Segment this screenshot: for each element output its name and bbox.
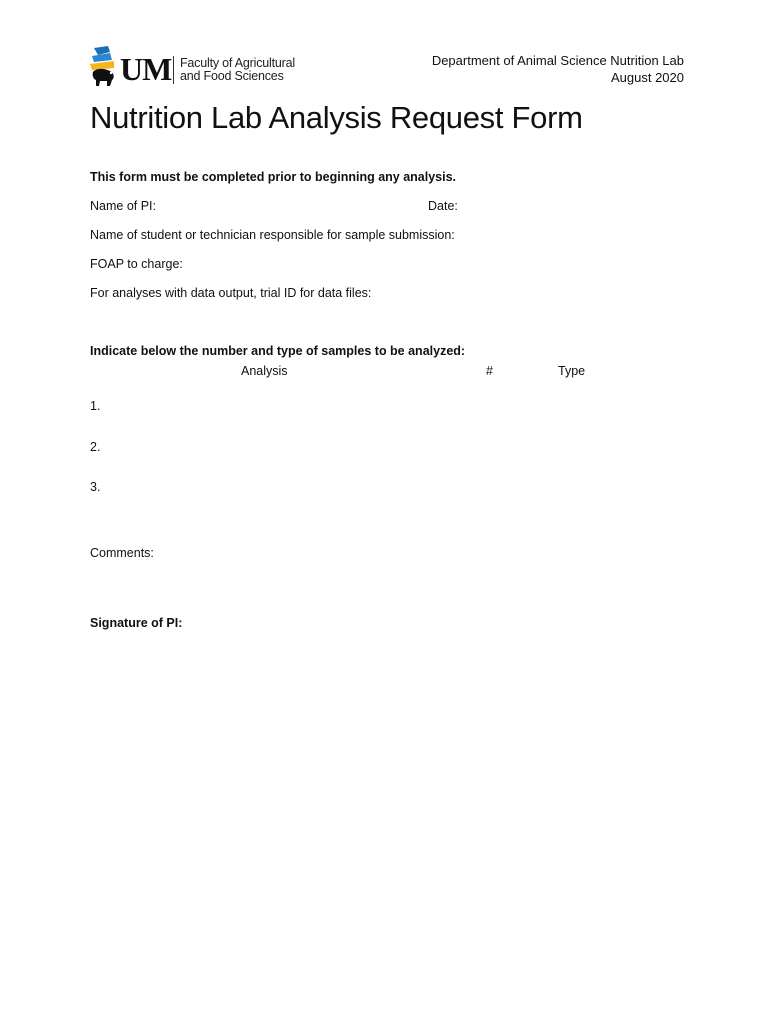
sample-row-number: 3. [90,480,101,494]
foap-label: FOAP to charge: [90,257,183,271]
logo-um-text: UM [120,51,172,87]
page-title: Nutrition Lab Analysis Request Form [90,100,583,135]
student-label: Name of student or technician responsible for sample submission: [90,228,455,242]
header-date: August 2020 [610,70,684,85]
um-logo [90,46,310,92]
column-type: Type [558,364,586,378]
column-analysis: Analysis [241,364,288,378]
department-name: Department of Animal Science Nutrition Lab [431,53,684,68]
sample-row-number: 1. [90,399,101,413]
logo-faculty-text: Faculty of Agricultural and Food Sciences [180,56,295,83]
bison-shield-icon [90,46,116,90]
trial-id-label: For analyses with data output, trial ID for data files: [90,286,372,300]
logo-divider [173,56,174,84]
date-label: Date: [428,199,458,213]
department-header [432,52,684,86]
sample-row-number: 2. [90,440,101,454]
samples-heading: Indicate below the number and type of samples to be analyzed: [90,344,466,358]
form-instruction: This form must be completed prior to beginning any analysis. [90,170,457,184]
column-count: # [486,364,493,378]
comments-label: Comments: [90,546,154,560]
pi-name-label: Name of PI: [90,199,156,213]
signature-label: Signature of PI: [90,616,183,630]
